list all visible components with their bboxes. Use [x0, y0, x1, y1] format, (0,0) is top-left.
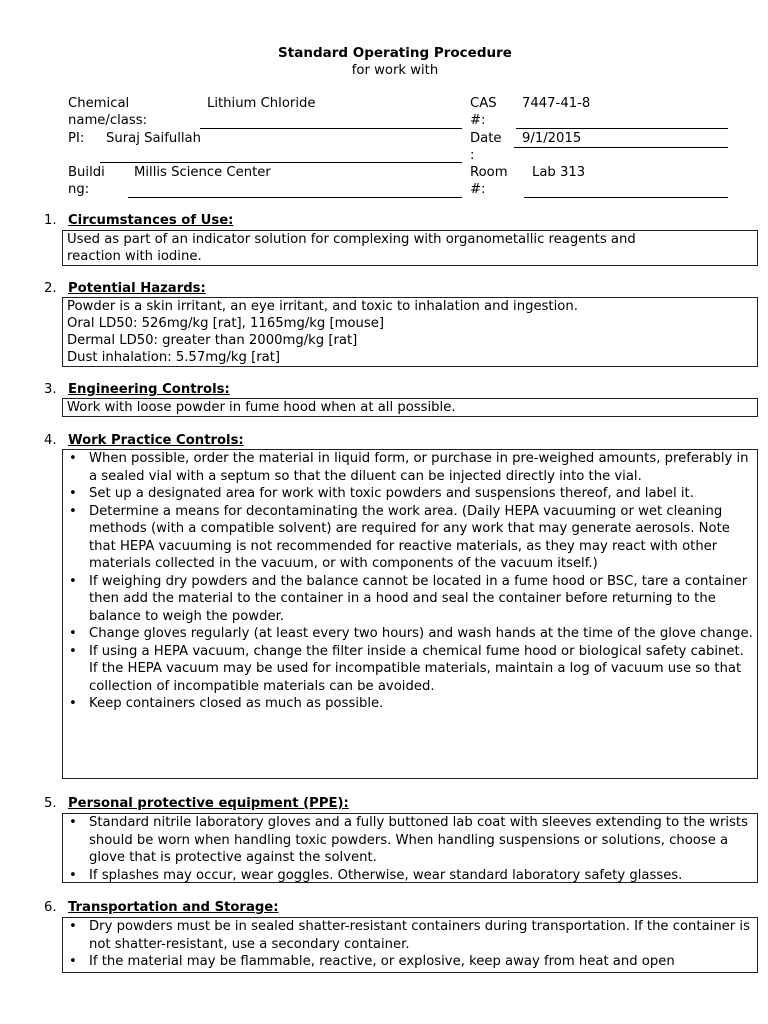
chemical-label [68, 95, 147, 129]
section-1-text-line: reaction with iodine. [67, 249, 202, 264]
section-6-title [68, 900, 279, 915]
building-underline [128, 197, 462, 198]
bullet-icon: • [69, 451, 77, 466]
section-4-number: 4. [44, 433, 57, 448]
bullet-icon: • [69, 573, 77, 589]
list-item [67, 953, 753, 971]
section-6-number: 6. [44, 900, 57, 915]
section-2-text-line: Powder is a skin irritant, an eye irritant, and toxic to inhalation and ingestion. [67, 299, 578, 314]
list-item-text: If the material may be flammable, reactive, or explosive, keep away from heat and open [89, 954, 675, 969]
section-6-title-text: Transportation and Storage [68, 900, 274, 915]
section-2-number: 2. [44, 281, 57, 296]
section-6-title-colon: : [273, 900, 279, 915]
work-practice-controls-box [62, 449, 758, 779]
cas-label-line2: #: [470, 113, 486, 128]
bullet-icon: • [69, 696, 77, 711]
list-item [67, 485, 753, 503]
bullet-icon: • [69, 867, 77, 883]
list-item-text: Keep containers closed as much as possible. [89, 696, 384, 711]
cas-number-value: 7447-41-8 [522, 96, 591, 111]
list-item-text: If using a HEPA vacuum, change the filter inside a chemical fume hood or biological safety cabinet. If the HEPA vacuum may be used for incompatible materials, maintain a log of vacuum use so that collection of incompatible materials can be avoided. [89, 643, 744, 694]
chemical-name-underline [200, 128, 462, 129]
document-subtitle: for work with [351, 63, 439, 78]
list-item [67, 918, 753, 953]
list-item [67, 625, 753, 643]
date-underline [514, 147, 728, 148]
section-2-text-line: Dermal LD50: greater than 2000mg/kg [rat] [67, 333, 358, 348]
transport-list [67, 918, 753, 971]
section-2-text-line: Oral LD50: 526mg/kg [rat], 1165mg/kg [mouse] [67, 316, 385, 331]
building-label [68, 164, 105, 198]
list-item [67, 643, 753, 696]
building-label-line1: Buildi [68, 165, 105, 180]
section-2-title: Potential Hazards: [68, 281, 206, 296]
room-label-line2: #: [470, 182, 486, 197]
circumstances-of-use-box [62, 230, 758, 266]
bullet-icon: • [69, 954, 77, 969]
transportation-storage-box [62, 917, 758, 973]
date-label-line1: Date [470, 131, 502, 146]
list-item-text: Change gloves regularly (at least every two hours) and wash hands at the time of the glove change. [89, 626, 753, 641]
chemical-name-value: Lithium Chloride [207, 96, 316, 111]
date-label [470, 130, 502, 164]
section-3-number: 3. [44, 382, 57, 397]
date-label-line2: : [470, 148, 475, 163]
section-5-title: Personal protective equipment (PPE): [68, 796, 349, 811]
bullet-icon: • [69, 643, 77, 659]
section-1-title: Circumstances of Use: [68, 213, 234, 228]
document-title: Standard Operating Procedure [278, 45, 512, 61]
bullet-icon: • [69, 815, 77, 830]
section-4-title: Work Practice Controls: [68, 433, 244, 448]
section-1-text-line: Used as part of an indicator solution for complexing with organometallic reagents and [67, 232, 636, 247]
pi-label: PI: [68, 131, 85, 146]
building-value: Millis Science Center [134, 165, 271, 180]
work-practice-list [67, 450, 753, 713]
list-item [67, 867, 753, 885]
section-1-number: 1. [44, 213, 57, 228]
pi-name-value: Suraj Saifullah [106, 131, 201, 146]
list-item-text: Set up a designated area for work with toxic powders and suspensions thereof, and label it. [89, 486, 694, 501]
list-item [67, 450, 753, 485]
room-label-line1: Room [470, 165, 508, 180]
cas-number-underline [516, 128, 728, 129]
pi-name-underline [100, 162, 462, 163]
list-item-text: Dry powders must be in sealed shatter-resistant containers during transportation. If the container is not shatter-resistant, use a secondary container. [89, 919, 750, 952]
bullet-icon: • [69, 503, 77, 519]
list-item-text: Standard nitrile laboratory gloves and a fully buttoned lab coat with sleeves extending to the wrists should be worn when handling toxic powders. When handling suspensions or solutions, choose a glove that is protective against the solvent. [89, 815, 748, 865]
date-value: 9/1/2015 [522, 131, 582, 146]
list-item [67, 695, 753, 713]
cas-label [470, 95, 497, 129]
list-item-text: If splashes may occur, wear goggles. Otherwise, wear standard laboratory safety glasses. [89, 867, 683, 883]
section-2-text-line: Dust inhalation: 5.57mg/kg [rat] [67, 350, 281, 365]
list-item [67, 503, 753, 573]
bullet-icon: • [69, 919, 77, 934]
list-item-text: If weighing dry powders and the balance cannot be located in a fume hood or BSC, tare a container then add the material to the container in a hood and seal the container before returning to the balance to weigh the powder. [89, 573, 748, 624]
cas-label-line1: CAS [470, 96, 497, 111]
room-underline [524, 197, 728, 198]
room-label [470, 164, 508, 198]
ppe-list [67, 814, 753, 884]
bullet-icon: • [69, 486, 77, 501]
section-3-title: Engineering Controls: [68, 382, 230, 397]
section-5-number: 5. [44, 796, 57, 811]
building-label-line2: ng: [68, 182, 90, 197]
chemical-label-line1: Chemical [68, 96, 130, 111]
bullet-icon: • [69, 626, 77, 641]
ppe-box [62, 813, 758, 883]
list-item [67, 573, 753, 626]
room-value: Lab 313 [532, 165, 586, 180]
list-item-text: Determine a means for decontaminating the work area. (Daily HEPA vacuuming or wet cleaning methods (with a compatible solvent) are required for any work that may generate aerosols. Note that HEPA vacuuming is not recommended for reactive materials, as they may react with other materials collected in the vacuum, or with components of the vacuum itself.) [89, 503, 730, 571]
list-item [67, 814, 753, 867]
chemical-label-line2: name/class: [68, 113, 148, 128]
potential-hazards-box [62, 297, 758, 367]
list-item-text: When possible, order the material in liquid form, or purchase in pre-weighed amounts, preferably in a sealed vial with a septum so that the diluent can be injected directly into the vial. [89, 451, 749, 484]
engineering-controls-box [62, 398, 758, 417]
section-3-text-line: Work with loose powder in fume hood when at all possible. [67, 400, 456, 415]
